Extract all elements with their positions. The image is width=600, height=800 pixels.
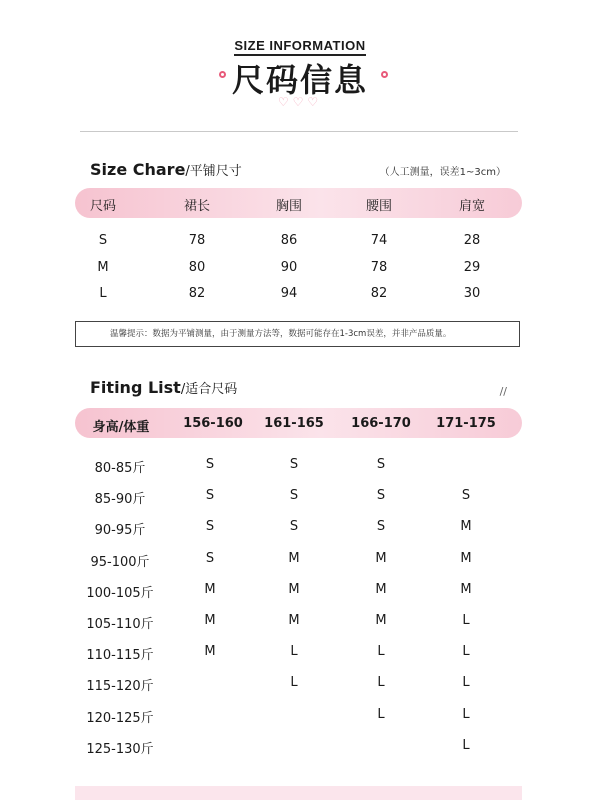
- fit-size-cell: S: [205, 550, 215, 566]
- fit-size-cell: M: [204, 613, 216, 628]
- fit-size-cell: L: [462, 706, 470, 722]
- fit-size-cell: M: [288, 581, 300, 597]
- fit-size-cell: L: [377, 644, 385, 660]
- fit-size-cell: M: [375, 581, 387, 597]
- size-chart-title: Size Chare/平铺尺寸: [90, 160, 242, 179]
- size-chart-cell: 30: [463, 286, 481, 301]
- fit-size-cell: L: [462, 644, 470, 660]
- size-chart-cell: S: [98, 233, 108, 248]
- fit-size-cell: L: [377, 706, 385, 722]
- fit-size-cell: L: [462, 737, 470, 753]
- weight-label: 80-85斤: [94, 461, 146, 476]
- fit-size-cell: L: [290, 675, 298, 691]
- size-chart-cell: 78: [370, 260, 388, 275]
- fit-size-cell: M: [375, 613, 387, 628]
- fitting-list-header-cell: 身高/体重: [92, 420, 150, 435]
- page-header: [0, 0, 600, 130]
- fitting-list-header-cell: 166-170: [351, 416, 411, 431]
- hearts-icon: ♡♡♡: [277, 95, 323, 109]
- size-chart-cell: 94: [280, 286, 298, 301]
- size-chart-cell: M: [97, 260, 109, 275]
- fit-size-cell: M: [375, 550, 387, 566]
- size-chart-cell: 80: [188, 260, 206, 275]
- fit-size-cell: S: [289, 457, 299, 472]
- fit-size-cell: M: [288, 613, 300, 628]
- weight-label: 100-105斤: [86, 585, 154, 601]
- fit-size-cell: S: [205, 519, 215, 535]
- fit-size-cell: S: [376, 488, 386, 504]
- page-title: 尺码信息: [231, 61, 368, 99]
- size-chart-header-cell: 胸围: [275, 199, 302, 214]
- fit-size-cell: L: [377, 675, 385, 691]
- fit-size-cell: S: [376, 519, 386, 535]
- fitting-list-header-cell: 171-175: [436, 416, 496, 431]
- divider: [80, 131, 518, 132]
- size-chart-header-cell: 肩宽: [458, 199, 485, 214]
- weight-label: 85-90斤: [94, 492, 146, 508]
- fit-size-cell: S: [205, 488, 215, 504]
- fit-size-cell: S: [461, 488, 471, 504]
- fit-size-cell: L: [462, 675, 470, 691]
- fit-size-cell: L: [290, 644, 298, 660]
- fit-size-cell: M: [460, 519, 472, 535]
- size-chart-cell: 82: [370, 286, 388, 301]
- size-chart-cell: 29: [463, 260, 481, 275]
- fit-size-cell: M: [288, 550, 300, 566]
- fitting-list-title: Fiting List/适合尺码: [90, 378, 238, 397]
- size-chart-cell: 78: [188, 233, 206, 248]
- measurement-note: （人工测量，误差1~3cm）: [379, 167, 506, 178]
- fit-size-cell: S: [289, 488, 299, 504]
- weight-label: 115-120斤: [86, 679, 154, 695]
- size-chart-cell: 86: [280, 233, 298, 248]
- size-chart-header-cell: 裙长: [183, 199, 210, 214]
- fit-size-cell: M: [460, 581, 472, 597]
- bottom-bar: [75, 786, 522, 800]
- size-chart-cell: 28: [463, 233, 481, 248]
- weight-label: 125-130斤: [86, 741, 154, 757]
- size-chart-cell: 74: [370, 233, 388, 248]
- fit-size-cell: S: [376, 457, 386, 472]
- size-chart-cell: L: [99, 286, 107, 301]
- notice-box: 温馨提示：数据为平铺测量，由于测量方法等，数据可能存在1-3cm误差，并非产品质量。: [75, 321, 520, 347]
- fit-size-cell: S: [289, 519, 299, 535]
- fit-size-cell: M: [460, 550, 472, 566]
- fitting-list-header-cell: 156-160: [183, 416, 243, 431]
- size-chart-header-cell: 腰围: [365, 199, 392, 214]
- fit-size-cell: L: [462, 613, 470, 628]
- weight-label: 95-100斤: [90, 554, 150, 570]
- fitting-list-header-cell: 161-165: [264, 416, 324, 431]
- ring-right-icon: [381, 71, 388, 78]
- size-chart-header-cell: 尺码: [89, 199, 116, 214]
- size-chart-cell: 82: [188, 286, 206, 301]
- fit-size-cell: M: [204, 644, 216, 660]
- weight-label: 110-115斤: [86, 648, 154, 664]
- eyebrow-heading: SIZE INFORMATION: [0, 38, 600, 53]
- size-chart-cell: 90: [280, 260, 298, 275]
- fit-size-cell: S: [205, 457, 215, 472]
- slash-marker: //: [499, 385, 507, 398]
- weight-label: 105-110斤: [86, 617, 154, 632]
- weight-label: 90-95斤: [94, 523, 146, 539]
- weight-label: 120-125斤: [86, 710, 154, 726]
- fit-size-cell: M: [204, 581, 216, 597]
